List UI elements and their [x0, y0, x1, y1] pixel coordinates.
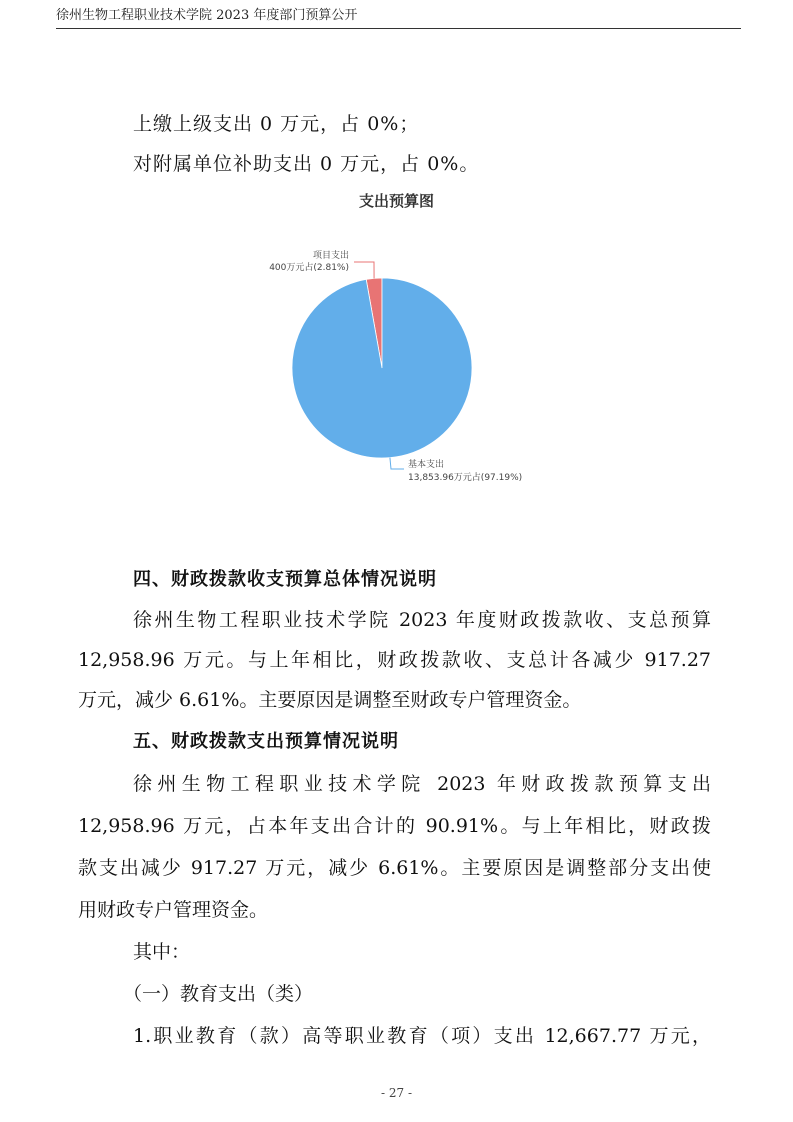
expenditure-pie-chart	[0, 0, 793, 520]
section4-line2: 12,958.96 万元。与上年相比，财政拨款收、支总计各减少 917.27	[78, 649, 711, 671]
text-line-upper-payment: 上缴上级支出 0 万元，占 0%；	[133, 113, 420, 135]
chart-title: 支出预算图	[358, 192, 434, 210]
section5-line3: 款支出减少 917.27 万元，减少 6.61%。主要原因是调整部分支出使	[78, 857, 711, 879]
leader-line-project	[354, 262, 374, 278]
slice-name-label-project: 项目支出	[312, 251, 349, 261]
section5-line2: 12,958.96 万元，占本年支出合计的 90.91%。与上年相比，财政拨	[78, 815, 711, 837]
category-education: （一）教育支出（类）	[123, 983, 314, 1005]
page-number: - 27 -	[380, 1086, 412, 1100]
slice-value-label-basic: 13,853.96万元占(97.19%)	[408, 473, 523, 483]
pie-slice-basic	[292, 278, 472, 458]
header-title: 徐州生物工程职业技术学院 2023 年度部门预算公开	[56, 8, 358, 23]
item-vocational-education: 1.职业教育（款）高等职业教育（项）支出 12,667.77 万元，	[133, 1025, 711, 1047]
among-label: 其中：	[133, 941, 191, 963]
leader-line-basic	[390, 458, 404, 469]
slice-value-label-project: 400万元占(2.81%)	[269, 263, 349, 273]
section4-line1: 徐州生物工程职业技术学院 2023 年度财政拨款收、支总预算	[133, 609, 711, 631]
section4-heading: 四、财政拨款收支预算总体情况说明	[133, 569, 437, 590]
section5-line1: 徐州生物工程职业技术学院 2023 年财政拨款预算支出	[133, 773, 711, 795]
slice-name-label-basic: 基本支出	[408, 460, 445, 470]
text-line-subsidiary-subsidy: 对附属单位补助支出 0 万元，占 0%。	[133, 153, 480, 175]
section5-heading: 五、财政拨款支出预算情况说明	[133, 731, 399, 752]
section4-line3: 万元，减少 6.61%。主要原因是调整至财政专户管理资金。	[78, 689, 582, 711]
section5-line4: 用财政专户管理资金。	[78, 899, 269, 921]
